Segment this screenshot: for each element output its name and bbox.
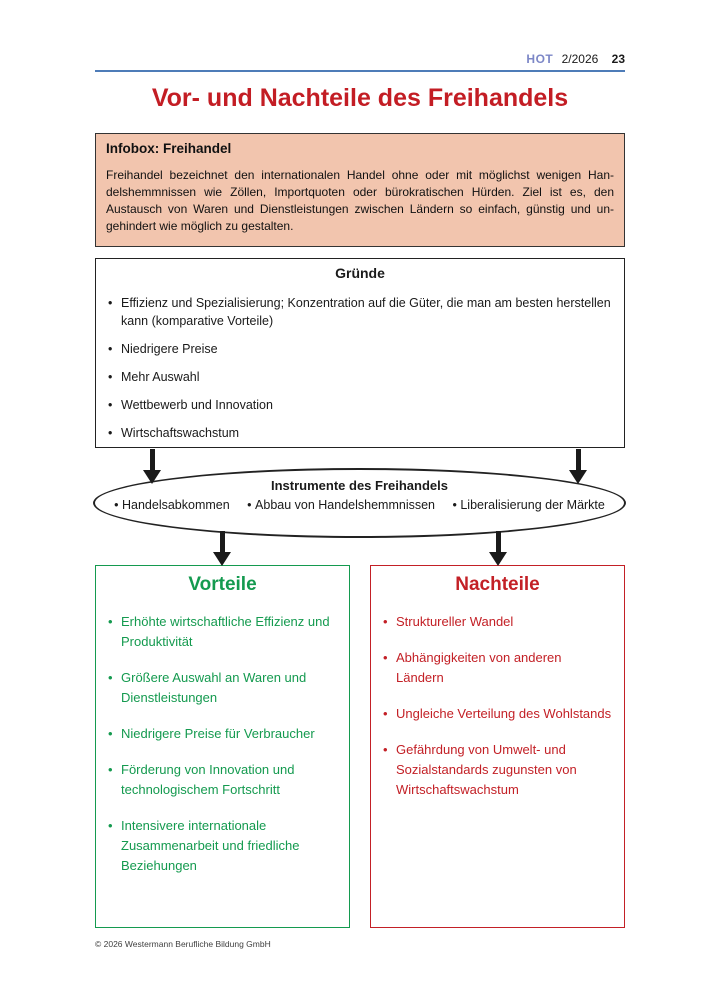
- nachteile-list: [383, 612, 612, 800]
- list-item: • Abbau von Handelshemmnissen: [247, 498, 435, 512]
- infobox-freihandel: [95, 133, 625, 247]
- infobox-title: Infobox: Freihandel: [106, 141, 232, 156]
- list-item: • Wirtschaftswachstum: [108, 424, 612, 442]
- arrow-stem: [150, 449, 155, 470]
- list-item: • Größere Auswahl an Waren und Dienstleistungen: [108, 668, 337, 708]
- arrow-head: [213, 552, 231, 566]
- arrow-stem: [496, 531, 501, 552]
- nachteile-box: [370, 565, 625, 928]
- list-item: • Liberalisierung der Märkte: [452, 498, 604, 512]
- list-item: • Effizienz und Spezialisierung; Konzentration auf die Güter, die man am besten herstellen kann (komparative Vorteile): [108, 294, 612, 330]
- magazine-brand: HOT: [526, 52, 554, 66]
- arrow-stem: [220, 531, 225, 552]
- down-arrow-icon: [143, 449, 161, 484]
- nachteile-title: Nachteile: [455, 574, 540, 595]
- infobox-body: Freihandel bezeichnet den internationalen Handel ohne oder mit möglichst wenigen Handelshemmnissen wie Zöllen, Importquoten oder bürokratischen Hürden. Ziel ist es, den Austausch von Waren und Dienstleistungen zwischen Ländern so einfach, günstig und ungehindert wie möglich zu gestalten.: [106, 168, 614, 233]
- gruende-box: [95, 258, 625, 448]
- vorteile-box: [95, 565, 350, 928]
- gruende-title: Gründe: [335, 265, 385, 281]
- list-item: • Intensivere internationale Zusammenarbeit und friedliche Beziehungen: [108, 816, 337, 876]
- down-arrow-icon: [213, 531, 231, 566]
- list-item: • Niedrigere Preise für Verbraucher: [108, 724, 337, 744]
- vorteile-list: [108, 612, 337, 876]
- down-arrow-icon: [489, 531, 507, 566]
- list-item: • Struktureller Wandel: [383, 612, 612, 632]
- masthead: [526, 52, 625, 66]
- list-item: • Mehr Auswahl: [108, 368, 612, 386]
- instrumente-title: Instrumente des Freihandels: [271, 478, 448, 493]
- page-title: Vor- und Nachteile des Freihandels: [151, 84, 569, 112]
- list-item: • Ungleiche Verteilung des Wohlstands: [383, 704, 612, 724]
- arrow-head: [143, 470, 161, 484]
- list-item: • Förderung von Innovation und technologischem Fortschritt: [108, 760, 337, 800]
- copyright-notice: © 2026 Westermann Berufliche Bildung GmbH: [95, 939, 271, 949]
- magazine-issue: 2/2026: [561, 52, 599, 66]
- list-item: • Niedrigere Preise: [108, 340, 612, 358]
- arrow-stem: [576, 449, 581, 470]
- list-item: • Gefährdung von Umwelt- und Sozialstandards zugunsten von Wirtschaftswachstum: [383, 740, 612, 800]
- list-item: • Abhängigkeiten von anderen Ländern: [383, 648, 612, 688]
- list-item: • Erhöhte wirtschaftliche Effizienz und Produktivität: [108, 612, 337, 652]
- down-arrow-icon: [569, 449, 587, 484]
- arrow-head: [489, 552, 507, 566]
- vorteile-title: Vorteile: [188, 574, 257, 595]
- list-item: • Wettbewerb und Innovation: [108, 396, 612, 414]
- gruende-list: [108, 294, 612, 442]
- list-item: • Handelsabkommen: [114, 498, 230, 512]
- page-number: 23: [611, 52, 625, 66]
- instrumente-ellipse: [93, 468, 626, 538]
- header-rule: [95, 70, 625, 72]
- instrumente-items: [95, 498, 624, 512]
- arrow-head: [569, 470, 587, 484]
